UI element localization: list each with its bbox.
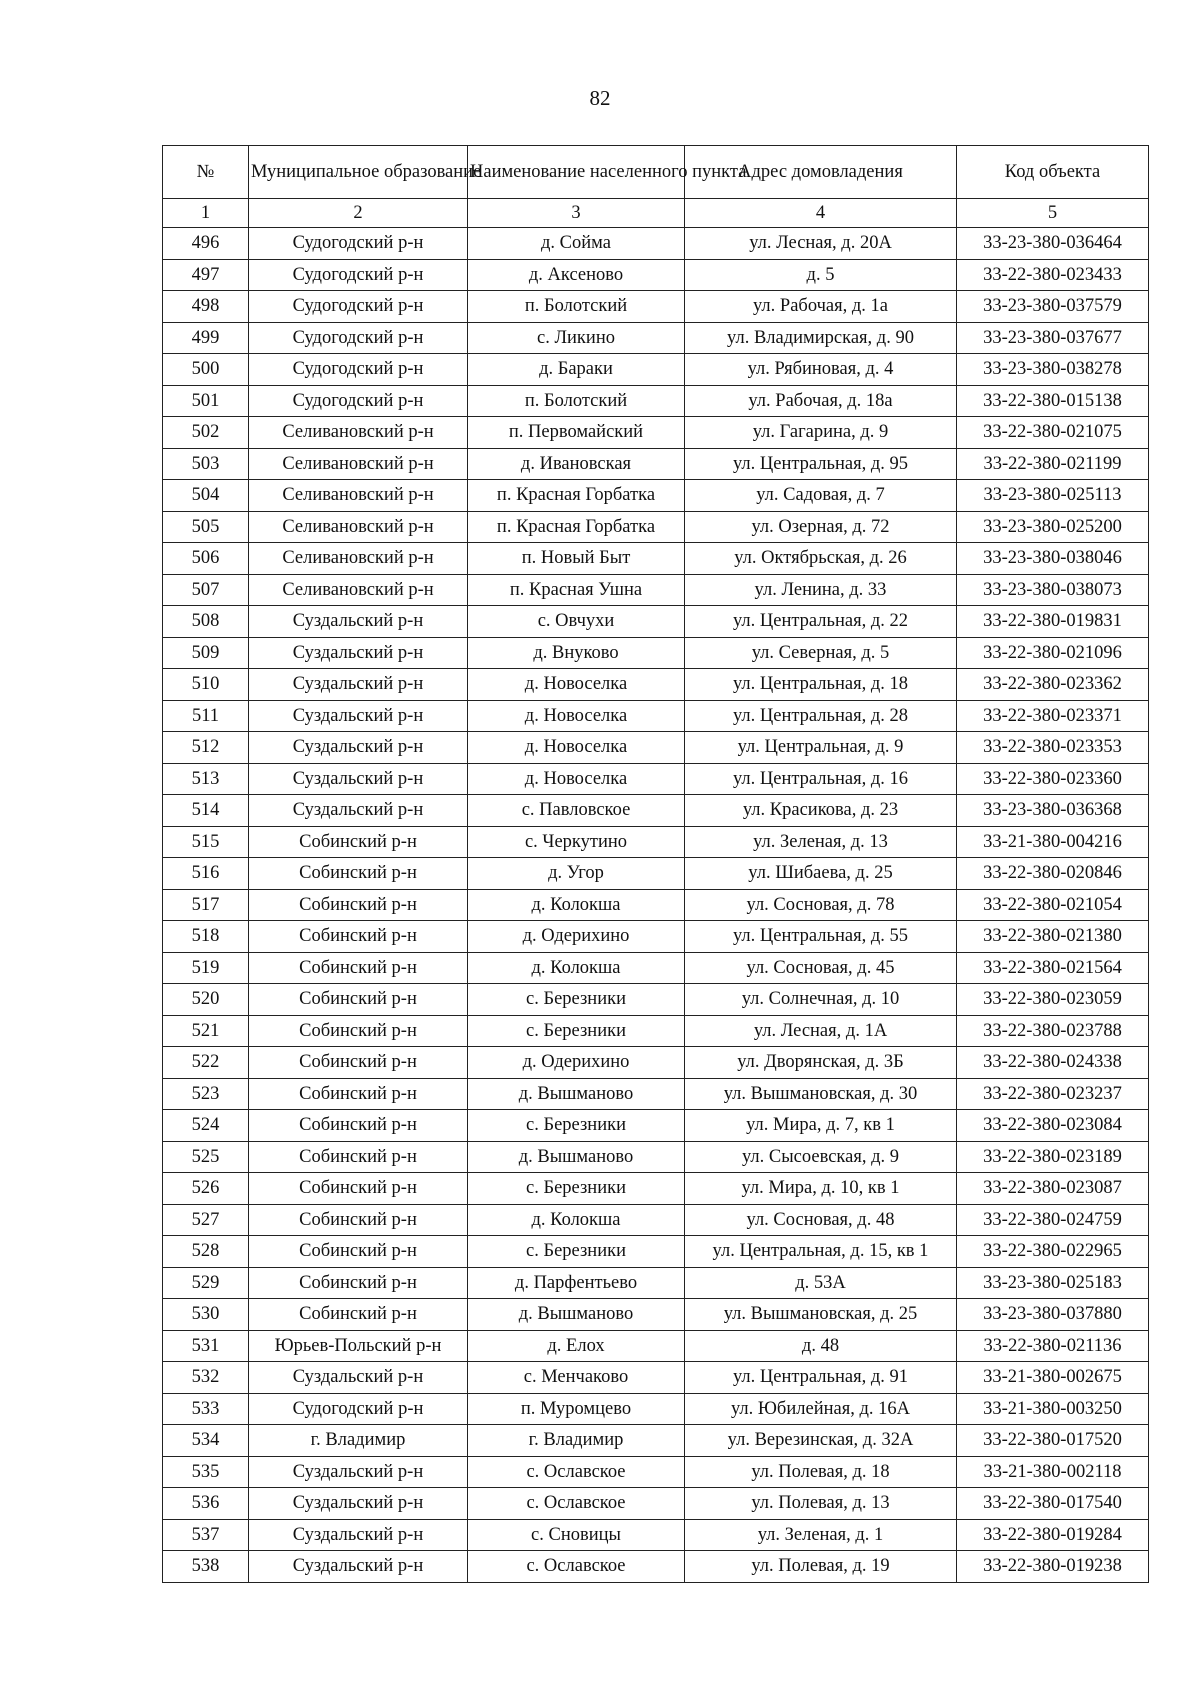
cell-address: ул. Владимирская, д. 90 [685, 322, 957, 354]
cell-address: ул. Центральная, д. 9 [685, 732, 957, 764]
cell-address: ул. Зеленая, д. 1 [685, 1519, 957, 1551]
cell-settlement: с. Березники [468, 1236, 685, 1268]
cell-address: ул. Гагарина, д. 9 [685, 417, 957, 449]
cell-number: 500 [163, 354, 249, 386]
cell-object-code: 33-22-380-024759 [957, 1204, 1149, 1236]
table-row [163, 511, 1149, 543]
table-row [163, 448, 1149, 480]
table-row [163, 1015, 1149, 1047]
cell-number: 522 [163, 1047, 249, 1079]
table-row [163, 1393, 1149, 1425]
table-row [163, 1204, 1149, 1236]
table-row [163, 228, 1149, 260]
table-row [163, 1299, 1149, 1331]
table-row [163, 889, 1149, 921]
table-row [163, 1047, 1149, 1079]
cell-municipality: Судогодский р-н [249, 322, 468, 354]
cell-object-code: 33-22-380-023087 [957, 1173, 1149, 1205]
cell-settlement: д. Вышманово [468, 1299, 685, 1331]
cell-municipality: Судогодский р-н [249, 385, 468, 417]
cell-settlement: д. Новоселка [468, 732, 685, 764]
cell-settlement: с. Сновицы [468, 1519, 685, 1551]
cell-address: ул. Дворянская, д. 3Б [685, 1047, 957, 1079]
cell-settlement: п. Новый Быт [468, 543, 685, 575]
table-row [163, 322, 1149, 354]
cell-object-code: 33-23-380-037880 [957, 1299, 1149, 1331]
column-number: 2 [249, 199, 468, 228]
cell-number: 512 [163, 732, 249, 764]
cell-number: 499 [163, 322, 249, 354]
cell-object-code: 33-22-380-023360 [957, 763, 1149, 795]
cell-number: 505 [163, 511, 249, 543]
cell-number: 501 [163, 385, 249, 417]
cell-object-code: 33-21-380-002118 [957, 1456, 1149, 1488]
cell-number: 536 [163, 1488, 249, 1520]
cell-object-code: 33-22-380-023084 [957, 1110, 1149, 1142]
table-row [163, 858, 1149, 890]
cell-object-code: 33-21-380-004216 [957, 826, 1149, 858]
cell-settlement: д. Аксеново [468, 259, 685, 291]
cell-municipality: Собинский р-н [249, 1299, 468, 1331]
cell-municipality: Собинский р-н [249, 889, 468, 921]
cell-number: 528 [163, 1236, 249, 1268]
cell-object-code: 33-22-380-023353 [957, 732, 1149, 764]
cell-settlement: д. Угор [468, 858, 685, 890]
header-row [163, 146, 1149, 199]
cell-object-code: 33-22-380-021564 [957, 952, 1149, 984]
header-settlement: Наименование населенного пункта [468, 146, 685, 199]
table-row [163, 385, 1149, 417]
cell-number: 517 [163, 889, 249, 921]
cell-municipality: Собинский р-н [249, 984, 468, 1016]
cell-object-code: 33-22-380-021075 [957, 417, 1149, 449]
cell-municipality: Суздальский р-н [249, 700, 468, 732]
table-row [163, 1456, 1149, 1488]
cell-municipality: Судогодский р-н [249, 1393, 468, 1425]
table-row [163, 543, 1149, 575]
cell-object-code: 33-22-380-019831 [957, 606, 1149, 638]
cell-settlement: д. Ивановская [468, 448, 685, 480]
cell-object-code: 33-22-380-021096 [957, 637, 1149, 669]
header-municipality: Муниципальное образование [249, 146, 468, 199]
cell-number: 538 [163, 1551, 249, 1583]
cell-address: ул. Октябрьская, д. 26 [685, 543, 957, 575]
cell-municipality: Суздальский р-н [249, 795, 468, 827]
cell-number: 513 [163, 763, 249, 795]
cell-number: 518 [163, 921, 249, 953]
cell-municipality: Селивановский р-н [249, 511, 468, 543]
cell-object-code: 33-22-380-021199 [957, 448, 1149, 480]
cell-object-code: 33-23-380-038278 [957, 354, 1149, 386]
cell-settlement: п. Болотский [468, 291, 685, 323]
table-row [163, 1173, 1149, 1205]
table-row [163, 1110, 1149, 1142]
cell-number: 521 [163, 1015, 249, 1047]
cell-address: ул. Рабочая, д. 1а [685, 291, 957, 323]
cell-address: ул. Красикова, д. 23 [685, 795, 957, 827]
cell-number: 506 [163, 543, 249, 575]
cell-address: ул. Северная, д. 5 [685, 637, 957, 669]
cell-address: ул. Полевая, д. 13 [685, 1488, 957, 1520]
cell-address: ул. Сосновая, д. 45 [685, 952, 957, 984]
cell-settlement: с. Менчаково [468, 1362, 685, 1394]
cell-address: ул. Полевая, д. 19 [685, 1551, 957, 1583]
cell-object-code: 33-22-380-019238 [957, 1551, 1149, 1583]
cell-settlement: с. Павловское [468, 795, 685, 827]
cell-object-code: 33-22-380-017520 [957, 1425, 1149, 1457]
cell-number: 507 [163, 574, 249, 606]
cell-settlement: д. Вышманово [468, 1141, 685, 1173]
cell-municipality: Селивановский р-н [249, 574, 468, 606]
cell-address: ул. Рабочая, д. 18а [685, 385, 957, 417]
cell-settlement: с. Березники [468, 1110, 685, 1142]
cell-settlement: п. Первомайский [468, 417, 685, 449]
cell-object-code: 33-23-380-038046 [957, 543, 1149, 575]
cell-municipality: Судогодский р-н [249, 354, 468, 386]
cell-object-code: 33-22-380-021136 [957, 1330, 1149, 1362]
cell-object-code: 33-22-380-023362 [957, 669, 1149, 701]
cell-settlement: д. Сойма [468, 228, 685, 260]
cell-object-code: 33-23-380-025200 [957, 511, 1149, 543]
cell-address: ул. Центральная, д. 55 [685, 921, 957, 953]
header-address: Адрес домовладения [685, 146, 957, 199]
table-row [163, 984, 1149, 1016]
cell-address: д. 5 [685, 259, 957, 291]
cell-settlement: с. Овчухи [468, 606, 685, 638]
cell-number: 520 [163, 984, 249, 1016]
cell-address: ул. Вышмановская, д. 25 [685, 1299, 957, 1331]
cell-object-code: 33-23-380-025183 [957, 1267, 1149, 1299]
cell-settlement: п. Красная Горбатка [468, 480, 685, 512]
column-number: 1 [163, 199, 249, 228]
cell-address: ул. Зеленая, д. 13 [685, 826, 957, 858]
cell-address: ул. Лесная, д. 1А [685, 1015, 957, 1047]
cell-object-code: 33-22-380-023189 [957, 1141, 1149, 1173]
cell-municipality: Собинский р-н [249, 826, 468, 858]
cell-object-code: 33-23-380-036464 [957, 228, 1149, 260]
cell-settlement: д. Новоселка [468, 763, 685, 795]
cell-municipality: Собинский р-н [249, 858, 468, 890]
cell-municipality: Собинский р-н [249, 1078, 468, 1110]
cell-settlement: с. Ославское [468, 1551, 685, 1583]
table-row [163, 417, 1149, 449]
cell-number: 516 [163, 858, 249, 890]
table-row [163, 1519, 1149, 1551]
cell-number: 529 [163, 1267, 249, 1299]
cell-settlement: п. Красная Ушна [468, 574, 685, 606]
cell-municipality: Собинский р-н [249, 1110, 468, 1142]
cell-object-code: 33-22-380-019284 [957, 1519, 1149, 1551]
cell-object-code: 33-22-380-023237 [957, 1078, 1149, 1110]
cell-settlement: п. Болотский [468, 385, 685, 417]
cell-settlement: д. Одерихино [468, 921, 685, 953]
cell-settlement: д. Бараки [468, 354, 685, 386]
column-number: 5 [957, 199, 1149, 228]
cell-address: ул. Солнечная, д. 10 [685, 984, 957, 1016]
table-row [163, 1362, 1149, 1394]
cell-number: 519 [163, 952, 249, 984]
cell-settlement: с. Ликино [468, 322, 685, 354]
cell-municipality: Судогодский р-н [249, 228, 468, 260]
cell-number: 526 [163, 1173, 249, 1205]
cell-settlement: д. Елох [468, 1330, 685, 1362]
table-row [163, 259, 1149, 291]
cell-municipality: Суздальский р-н [249, 637, 468, 669]
cell-municipality: Суздальский р-н [249, 606, 468, 638]
cell-object-code: 33-22-380-022965 [957, 1236, 1149, 1268]
cell-number: 537 [163, 1519, 249, 1551]
table-row [163, 637, 1149, 669]
cell-object-code: 33-22-380-021380 [957, 921, 1149, 953]
cell-settlement: с. Ославское [468, 1456, 685, 1488]
cell-address: ул. Полевая, д. 18 [685, 1456, 957, 1488]
cell-municipality: Суздальский р-н [249, 1456, 468, 1488]
cell-object-code: 33-21-380-003250 [957, 1393, 1149, 1425]
page-number: 82 [589, 86, 611, 110]
cell-address: ул. Центральная, д. 15, кв 1 [685, 1236, 957, 1268]
table-row [163, 952, 1149, 984]
cell-number: 497 [163, 259, 249, 291]
cell-municipality: Селивановский р-н [249, 417, 468, 449]
table-row [163, 763, 1149, 795]
cell-address: ул. Центральная, д. 18 [685, 669, 957, 701]
cell-address: ул. Юбилейная, д. 16А [685, 1393, 957, 1425]
cell-municipality: Собинский р-н [249, 1047, 468, 1079]
cell-settlement: д. Колокша [468, 952, 685, 984]
table-row [163, 921, 1149, 953]
cell-address: ул. Ленина, д. 33 [685, 574, 957, 606]
table-row [163, 354, 1149, 386]
cell-number: 502 [163, 417, 249, 449]
table-row [163, 1488, 1149, 1520]
cell-settlement: с. Ославское [468, 1488, 685, 1520]
cell-number: 515 [163, 826, 249, 858]
cell-municipality: Селивановский р-н [249, 543, 468, 575]
table-row [163, 1236, 1149, 1268]
cell-municipality: Собинский р-н [249, 1236, 468, 1268]
cell-address: д. 48 [685, 1330, 957, 1362]
cell-settlement: с. Березники [468, 984, 685, 1016]
cell-address: ул. Рябиновая, д. 4 [685, 354, 957, 386]
cell-municipality: Собинский р-н [249, 1204, 468, 1236]
cell-address: ул. Мира, д. 10, кв 1 [685, 1173, 957, 1205]
cell-number: 508 [163, 606, 249, 638]
table-row [163, 574, 1149, 606]
cell-object-code: 33-22-380-023788 [957, 1015, 1149, 1047]
cell-object-code: 33-22-380-023433 [957, 259, 1149, 291]
table-row [163, 1141, 1149, 1173]
table-body [163, 228, 1149, 1583]
table-row [163, 826, 1149, 858]
cell-object-code: 33-22-380-021054 [957, 889, 1149, 921]
cell-address: ул. Сысоевская, д. 9 [685, 1141, 957, 1173]
cell-number: 511 [163, 700, 249, 732]
registry-table [162, 145, 1149, 1583]
cell-address: ул. Шибаева, д. 25 [685, 858, 957, 890]
cell-address: ул. Центральная, д. 91 [685, 1362, 957, 1394]
cell-address: ул. Центральная, д. 95 [685, 448, 957, 480]
cell-address: ул. Сосновая, д. 78 [685, 889, 957, 921]
cell-number: 496 [163, 228, 249, 260]
cell-settlement: д. Новоселка [468, 669, 685, 701]
cell-object-code: 33-22-380-017540 [957, 1488, 1149, 1520]
cell-address: ул. Центральная, д. 22 [685, 606, 957, 638]
column-number: 4 [685, 199, 957, 228]
cell-object-code: 33-23-380-037677 [957, 322, 1149, 354]
cell-object-code: 33-23-380-038073 [957, 574, 1149, 606]
table-row [163, 669, 1149, 701]
cell-number: 514 [163, 795, 249, 827]
table-row [163, 1267, 1149, 1299]
cell-address: ул. Центральная, д. 16 [685, 763, 957, 795]
cell-municipality: Суздальский р-н [249, 763, 468, 795]
cell-municipality: Собинский р-н [249, 1173, 468, 1205]
cell-address: ул. Мира, д. 7, кв 1 [685, 1110, 957, 1142]
table-row [163, 606, 1149, 638]
cell-municipality: Собинский р-н [249, 1015, 468, 1047]
cell-number: 504 [163, 480, 249, 512]
cell-municipality: Суздальский р-н [249, 1551, 468, 1583]
cell-number: 527 [163, 1204, 249, 1236]
cell-settlement: с. Черкутино [468, 826, 685, 858]
cell-municipality: Суздальский р-н [249, 732, 468, 764]
cell-settlement: п. Красная Горбатка [468, 511, 685, 543]
cell-address: ул. Лесная, д. 20А [685, 228, 957, 260]
table-row [163, 1078, 1149, 1110]
cell-municipality: Собинский р-н [249, 1141, 468, 1173]
cell-number: 503 [163, 448, 249, 480]
cell-object-code: 33-22-380-024338 [957, 1047, 1149, 1079]
cell-settlement: с. Березники [468, 1173, 685, 1205]
table-row [163, 732, 1149, 764]
cell-object-code: 33-22-380-023059 [957, 984, 1149, 1016]
cell-address: ул. Верезинская, д. 32А [685, 1425, 957, 1457]
cell-object-code: 33-23-380-036368 [957, 795, 1149, 827]
cell-address: ул. Вышмановская, д. 30 [685, 1078, 957, 1110]
cell-settlement: д. Новоселка [468, 700, 685, 732]
table-row [163, 1425, 1149, 1457]
cell-number: 523 [163, 1078, 249, 1110]
cell-municipality: Собинский р-н [249, 921, 468, 953]
cell-address: ул. Садовая, д. 7 [685, 480, 957, 512]
cell-settlement: п. Муромцево [468, 1393, 685, 1425]
cell-object-code: 33-22-380-020846 [957, 858, 1149, 890]
cell-municipality: Собинский р-н [249, 952, 468, 984]
cell-settlement: д. Парфентьево [468, 1267, 685, 1299]
cell-address: ул. Центральная, д. 28 [685, 700, 957, 732]
table-row [163, 1551, 1149, 1583]
cell-address: д. 53А [685, 1267, 957, 1299]
cell-settlement: д. Одерихино [468, 1047, 685, 1079]
cell-settlement: г. Владимир [468, 1425, 685, 1457]
cell-number: 533 [163, 1393, 249, 1425]
table-row [163, 700, 1149, 732]
cell-number: 524 [163, 1110, 249, 1142]
cell-settlement: д. Внуково [468, 637, 685, 669]
header-number: № [163, 146, 249, 199]
cell-number: 510 [163, 669, 249, 701]
cell-number: 535 [163, 1456, 249, 1488]
cell-municipality: г. Владимир [249, 1425, 468, 1457]
cell-object-code: 33-23-380-037579 [957, 291, 1149, 323]
table-row [163, 480, 1149, 512]
cell-municipality: Судогодский р-н [249, 291, 468, 323]
cell-municipality: Суздальский р-н [249, 669, 468, 701]
cell-number: 498 [163, 291, 249, 323]
cell-municipality: Суздальский р-н [249, 1362, 468, 1394]
cell-number: 532 [163, 1362, 249, 1394]
cell-address: ул. Озерная, д. 72 [685, 511, 957, 543]
cell-object-code: 33-21-380-002675 [957, 1362, 1149, 1394]
cell-settlement: с. Березники [468, 1015, 685, 1047]
column-number: 3 [468, 199, 685, 228]
cell-number: 530 [163, 1299, 249, 1331]
cell-object-code: 33-22-380-023371 [957, 700, 1149, 732]
table-row [163, 291, 1149, 323]
cell-number: 525 [163, 1141, 249, 1173]
header-object-code: Код объекта [957, 146, 1149, 199]
cell-municipality: Суздальский р-н [249, 1488, 468, 1520]
cell-municipality: Юрьев-Польский р-н [249, 1330, 468, 1362]
cell-municipality: Селивановский р-н [249, 448, 468, 480]
cell-object-code: 33-23-380-025113 [957, 480, 1149, 512]
table-row [163, 795, 1149, 827]
cell-municipality: Суздальский р-н [249, 1519, 468, 1551]
cell-number: 509 [163, 637, 249, 669]
cell-address: ул. Сосновая, д. 48 [685, 1204, 957, 1236]
cell-settlement: д. Вышманово [468, 1078, 685, 1110]
table-row [163, 1330, 1149, 1362]
cell-number: 531 [163, 1330, 249, 1362]
cell-settlement: д. Колокша [468, 889, 685, 921]
cell-settlement: д. Колокша [468, 1204, 685, 1236]
cell-number: 534 [163, 1425, 249, 1457]
cell-municipality: Селивановский р-н [249, 480, 468, 512]
cell-municipality: Собинский р-н [249, 1267, 468, 1299]
cell-municipality: Судогодский р-н [249, 259, 468, 291]
column-number-row [163, 199, 1149, 228]
cell-object-code: 33-22-380-015138 [957, 385, 1149, 417]
